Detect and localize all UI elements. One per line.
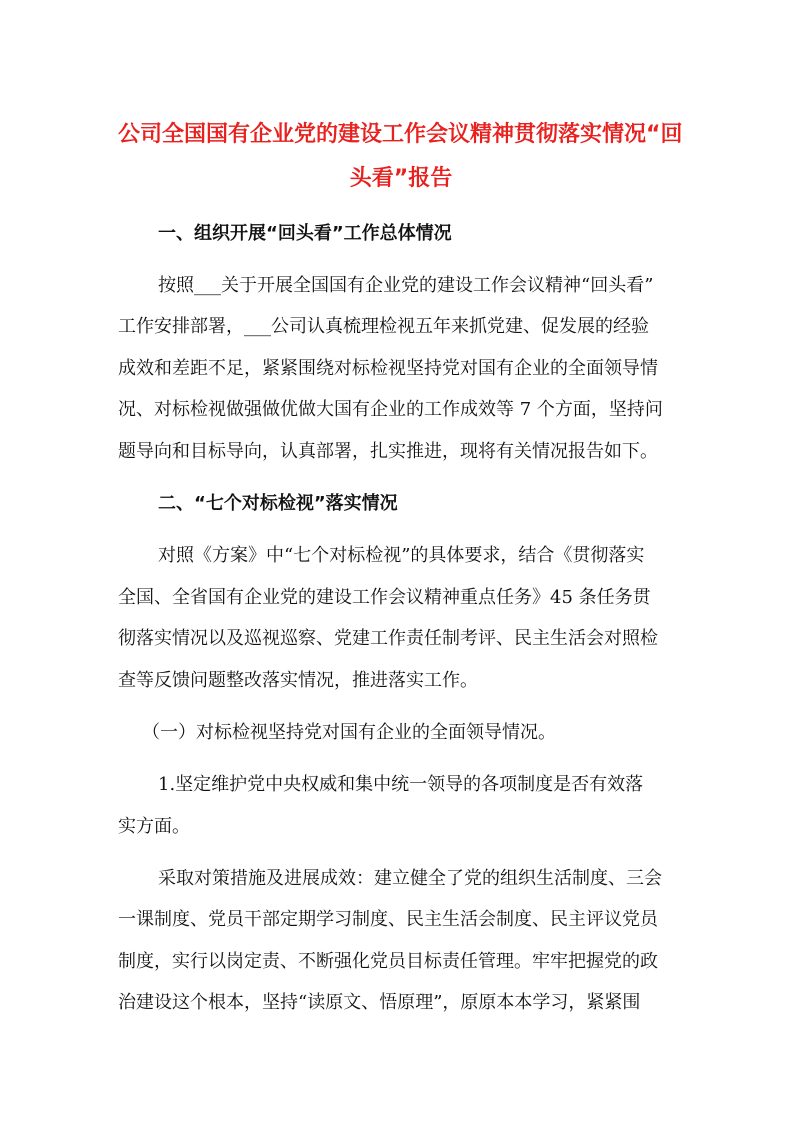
item-1-line: 实方面。: [118, 816, 190, 837]
subsection-1-heading: （一）对标检视坚持党对国有企业的全面领导情况。: [142, 722, 556, 743]
section-2-heading: 二、“七个对标检视”落实情况: [158, 493, 398, 514]
section-2-paragraph-line: 对照《方案》中“七个对标检视”的具体要求，结合《贯彻落实: [158, 545, 645, 566]
section-1-paragraph-line: 况、对标检视做强做优做大国有企业的工作成效等 7 个方面，坚持问: [118, 399, 663, 420]
measures-paragraph-line: 采取对策措施及进展成效：建立健全了党的组织生活制度、三会: [158, 868, 662, 889]
section-2-paragraph-line: 查等反馈问题整改落实情况，推进落实工作。: [118, 670, 478, 691]
section-2-paragraph-line: 全国、全省国有企业党的建设工作会议精神重点任务》45 条任务贯: [118, 587, 651, 608]
section-1-paragraph-line: 工作安排部署，___公司认真梳理检视五年来抓党建、促发展的经验: [118, 316, 649, 337]
section-2-paragraph-line: 彻落实情况以及巡视巡察、党建工作责任制考评、民主生活会对照检: [118, 628, 658, 649]
section-1-paragraph-line: 按照___关于开展全国国有企业党的建设工作会议精神“回头看”: [158, 275, 654, 296]
item-1-line: 1.坚定维护党中央权威和集中统一领导的各项制度是否有效落: [158, 774, 644, 795]
document-title-line-1: 公司全国国有企业党的建设工作会议精神贯彻落实情况“回: [118, 122, 683, 147]
measures-paragraph-line: 制度，实行以岗定责、不断强化党员目标责任管理。牢牢把握党的政: [118, 951, 658, 972]
section-1-paragraph-line: 成效和差距不足，紧紧围绕对标检视坚持党对国有企业的全面领导情: [118, 358, 658, 379]
measures-paragraph-line: 一课制度、党员干部定期学习制度、民主生活会制度、民主评议党员: [118, 909, 658, 930]
document-title-line-2: 头看”报告: [349, 166, 453, 191]
measures-paragraph-line: 治建设这个根本，坚持“读原文、悟原理”，原原本本学习，紧紧围: [118, 992, 641, 1013]
section-1-heading: 一、组织开展“回头看”工作总体情况: [158, 223, 452, 244]
section-1-paragraph-line: 题导向和目标导向，认真部署，扎实推进，现将有关情况报告如下。: [118, 441, 658, 462]
